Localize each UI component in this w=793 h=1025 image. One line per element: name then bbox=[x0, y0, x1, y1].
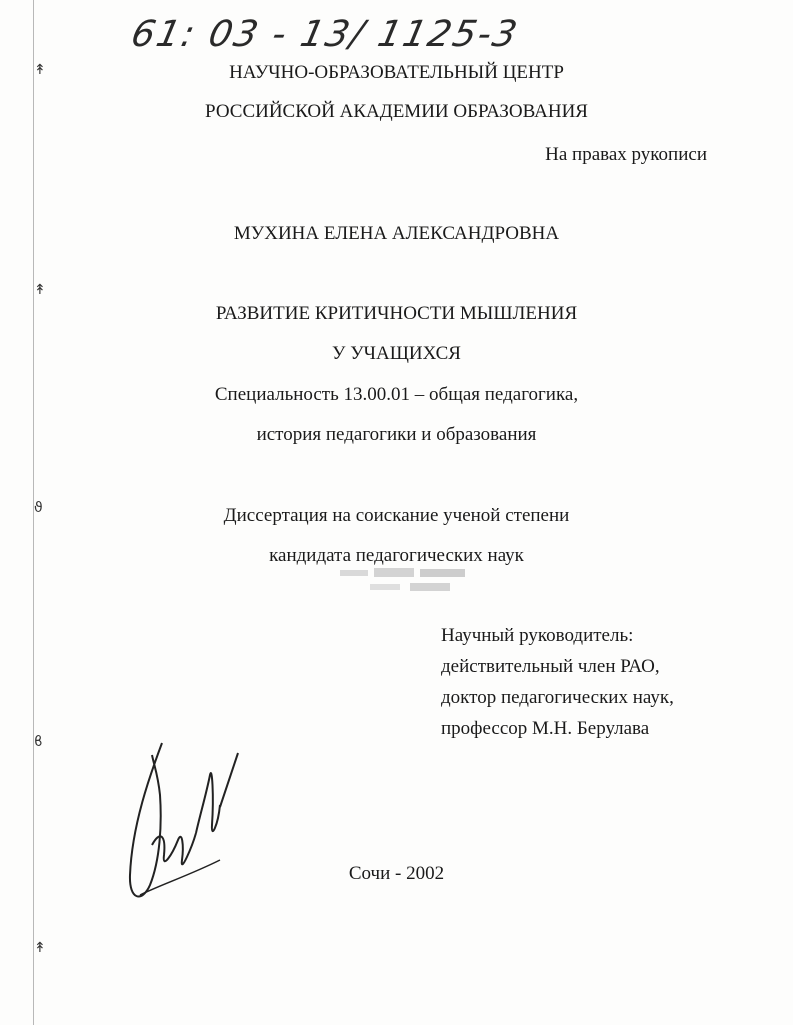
supervisor-line-3: профессор М.Н. Берулава bbox=[441, 718, 650, 739]
margin-mark-icon: ϐ bbox=[34, 734, 43, 750]
margin-mark-icon: ↟ bbox=[34, 282, 46, 298]
dissertation-line-2: кандидата педагогических наук bbox=[269, 545, 524, 566]
supervisor-line-1: действительный член РАО, bbox=[441, 656, 660, 677]
manuscript-rights-note: На правах рукописи bbox=[545, 144, 707, 165]
specialty-line-1: Специальность 13.00.01 – общая педагогика, bbox=[214, 384, 579, 405]
supervisor-line-2: доктор педагогических наук, bbox=[441, 687, 674, 708]
handwritten-signature bbox=[120, 735, 250, 915]
margin-mark-icon: ↟ bbox=[34, 62, 46, 78]
author-name: МУХИНА ЕЛЕНА АЛЕКСАНДРОВНА bbox=[233, 223, 560, 244]
title-line-2: У УЧАЩИХСЯ bbox=[332, 343, 461, 364]
organization-line-2: РОССИЙСКОЙ АКАДЕМИИ ОБРАЗОВАНИЯ bbox=[205, 101, 588, 122]
faded-stamp bbox=[340, 566, 470, 596]
title-line-1: РАЗВИТИЕ КРИТИЧНОСТИ МЫШЛЕНИЯ bbox=[215, 303, 578, 324]
supervisor-label: Научный руководитель: bbox=[441, 625, 634, 646]
specialty-line-2: история педагогики и образования bbox=[256, 424, 537, 445]
archive-code-handwritten: 61: 03 - 13/ 1125-3 bbox=[127, 14, 523, 55]
margin-mark-icon: ϑ bbox=[34, 500, 43, 516]
city-year: Сочи - 2002 bbox=[348, 863, 445, 884]
margin-mark-icon: ↟ bbox=[34, 940, 46, 956]
organization-line-1: НАУЧНО-ОБРАЗОВАТЕЛЬНЫЙ ЦЕНТР bbox=[229, 62, 564, 83]
dissertation-line-1: Диссертация на соискание ученой степени bbox=[223, 505, 570, 526]
